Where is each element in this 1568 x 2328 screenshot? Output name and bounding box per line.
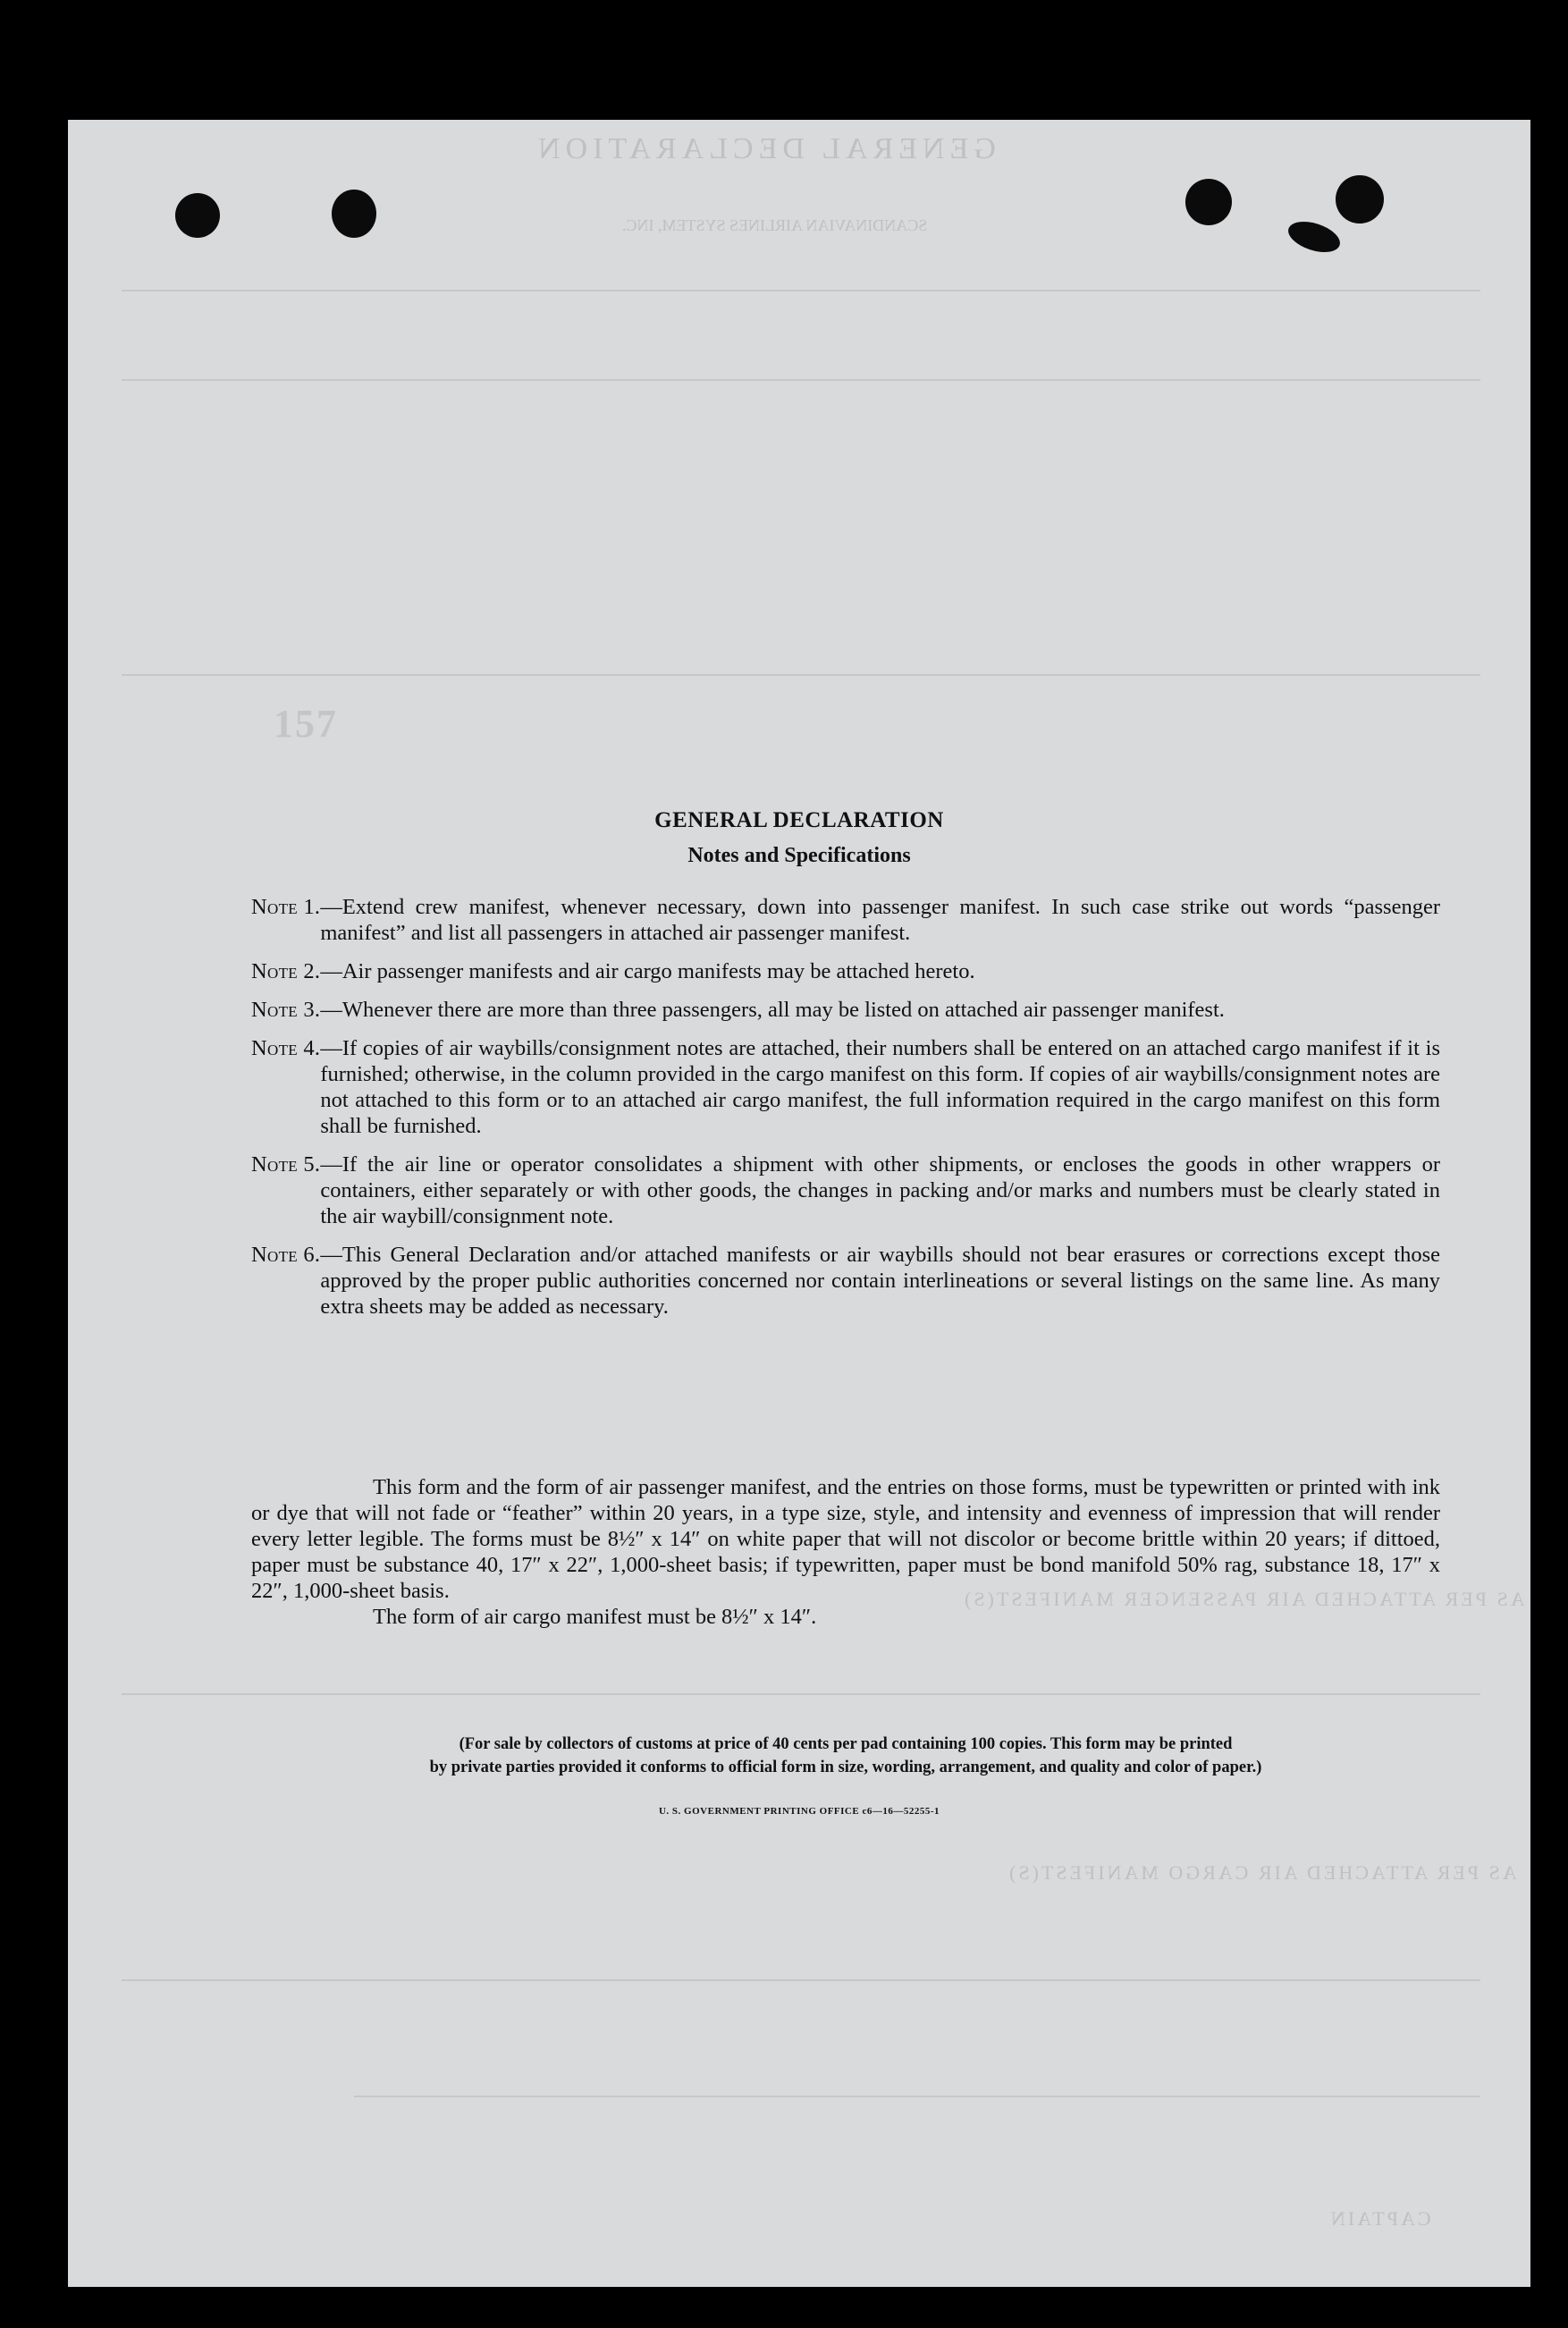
note-item	[251, 1151, 1440, 1229]
note-text: —If copies of air waybills/consignment notes are attached, their numbers shall be entered on an attached cargo manifest if it is furnished; otherwise, in the column provided in the cargo manifest on this form. If copies of air waybills/consignment notes are not attached to this form or to an attached air cargo manifest, the full information required in the cargo manifest on this form shall be furnished.	[320, 1036, 1440, 1138]
bleed-through-cargo: AS PER ATTACHED AIR CARGO MANIFEST(S)	[1007, 1861, 1517, 1884]
note-item	[251, 1035, 1440, 1139]
notes-list	[251, 894, 1440, 1332]
sale-notice-line: (For sale by collectors of customs at price of 40 cents per pad containing 100 copies. This form may be printed	[459, 1735, 1233, 1753]
sale-notice	[238, 1733, 1454, 1779]
bleed-line	[354, 2096, 1480, 2097]
punch-hole	[1285, 215, 1344, 257]
form-requirements-paragraph	[251, 1474, 1440, 1630]
note-label	[251, 958, 320, 984]
bleed-line	[122, 1979, 1480, 1981]
bleed-line	[122, 290, 1480, 291]
punch-hole	[1336, 175, 1384, 224]
sale-notice-line: by private parties provided it conforms to official form in size, wording, arrangement, and quality and color of paper.)	[429, 1759, 1262, 1776]
note-label-text: Note 4.	[251, 1036, 321, 1060]
note-item	[251, 958, 1440, 984]
punch-hole	[1185, 179, 1232, 225]
paragraph-last-line: The form of air cargo manifest must be 8½″ x 14″.	[373, 1605, 817, 1629]
document-page	[68, 120, 1530, 2287]
bleed-line	[122, 379, 1480, 381]
bleed-through-passenger: AS PER ATTACHED AIR PASSENGER MANIFEST(S)	[962, 1588, 1525, 1610]
bleed-line	[122, 674, 1480, 676]
note-label-text: Note 2.	[251, 959, 321, 983]
note-label-text: Note 5.	[251, 1152, 321, 1177]
note-label	[251, 894, 320, 946]
note-text: —This General Declaration and/or attached manifests or air waybills should not bear erasures or corrections except those approved by the proper public authorities concerned nor contain interlineations or several listings on the same line. As many extra sheets may be added as necessary.	[320, 1243, 1440, 1319]
note-item	[251, 997, 1440, 1023]
note-label-text: Note 6.	[251, 1243, 321, 1267]
note-label	[251, 1151, 320, 1229]
note-item	[251, 894, 1440, 946]
note-label	[251, 1035, 320, 1139]
paragraph-text: This form and the form of air passenger manifest, and the entries on those forms, must be typewritten or printed with ink or dye that will not fade or “feather” within 20 years, in a type size, style, and intensity and evenness of impression that will render every letter legible. The forms must be 8½″ x 14″ on white paper that will not discolor or become brittle within 20 years; if dittoed, paper must be substance 40, 17″ x 22″, 1,000-sheet basis; if typewritten, paper must be bond manifold 50% rag, substance 18, 17″ x 22″, 1,000-sheet basis.	[251, 1475, 1440, 1603]
note-text: —Extend crew manifest, whenever necessary, down into passenger manifest. In such case strike out words “passenger manifest” and list all passengers in attached air passenger manifest.	[320, 895, 1440, 945]
note-label-text: Note 3.	[251, 998, 321, 1022]
page-subtitle: Notes and Specifications	[687, 844, 911, 867]
note-item	[251, 1242, 1440, 1320]
printer-imprint: U. S. GOVERNMENT PRINTING OFFICE c6—16—52255-1	[658, 1806, 940, 1817]
note-text: —Whenever there are more than three passengers, all may be listed on attached air passenger manifest.	[320, 998, 1225, 1022]
punch-hole	[175, 193, 220, 238]
note-text: —Air passenger manifests and air cargo manifests may be attached hereto.	[320, 959, 975, 983]
note-text: —If the air line or operator consolidates a shipment with other shipments, or encloses the goods in other wrappers or containers, either separately or with other goods, the changes in packing and/or marks and numbers must be clearly stated in the air waybill/consignment note.	[320, 1152, 1440, 1228]
punch-hole	[332, 190, 376, 238]
bleed-through-scandinavian: SCANDINAVIAN AIRLINES SYSTEM, INC.	[622, 216, 928, 234]
bleed-through-captain: CAPTAIN	[1328, 2207, 1431, 2230]
bleed-through-number: 157	[274, 702, 338, 746]
bleed-line	[122, 1693, 1480, 1695]
note-label	[251, 997, 320, 1023]
note-label-text: Note 1.	[251, 895, 321, 919]
page-title: GENERAL DECLARATION	[654, 808, 944, 832]
bleed-through-header: GENERAL DECLARATION	[533, 132, 996, 165]
note-label	[251, 1242, 320, 1320]
